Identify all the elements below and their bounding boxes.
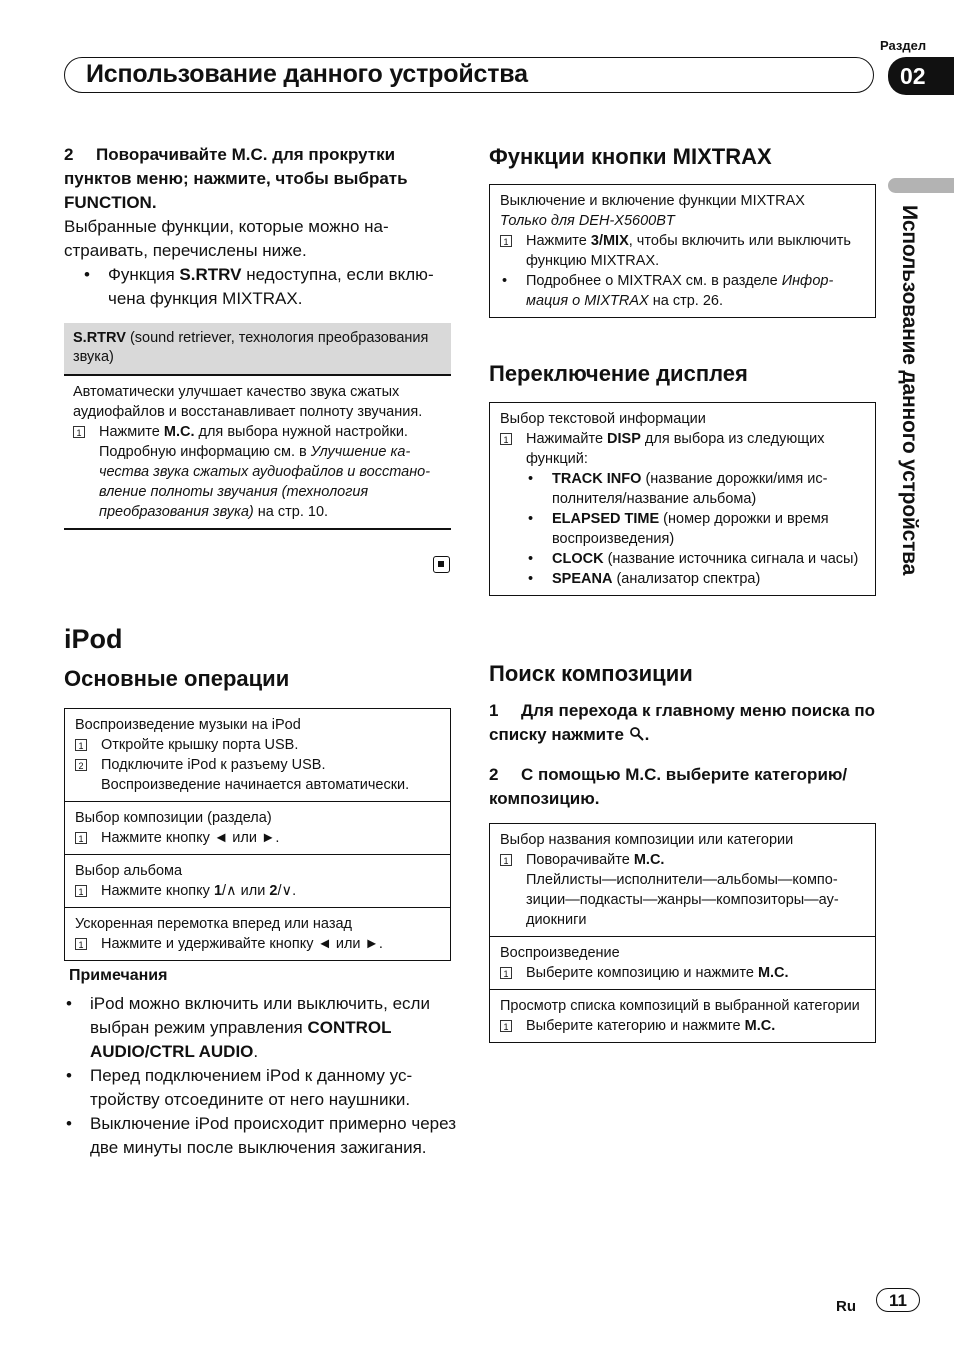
row-step-text: /∨. [277,883,297,899]
search-heading: Поиск композиции [489,661,693,686]
row-heading: Воспроизведение музыки на iPod [75,717,301,733]
table-row [65,709,450,801]
mixtrax-table [489,184,876,318]
step-number-box: 1 [500,854,512,866]
table-row [490,403,875,595]
note-text-end: . [253,1042,259,1061]
srtrv-header [64,323,451,376]
option-name: ELAPSED TIME [552,511,660,527]
row-heading: Выключение и включение функции MIXTRAX [500,193,805,209]
srtrv-step-link: Улучшение качества звука сжатых аудиофайлов и восстановление полноты звучания (технология преобразования звука) [99,444,431,520]
step-2-text: Поворачивайте M.C. для прокрутки пунктов меню; нажмите, чтобы выбрать FUNCTION. [64,145,408,212]
section-label: Раздел [880,38,927,53]
srtrv-body [64,376,451,530]
row-step-text: для выбора из следующих функций: [526,431,825,467]
bullet-text: на стр. 26. [648,293,723,309]
search-icon [629,726,645,742]
search-table [489,823,876,1043]
bullet-text: Функция [108,265,180,284]
row-step-text: Нажмите кнопку ◄ или ►. [101,830,280,846]
step-number: 1 [489,701,499,720]
option-name: SPEANA [552,571,613,587]
language-code: Ru [836,1298,856,1315]
table-row [490,936,875,989]
srtrv-step-text-c: на стр. 10. [253,504,329,520]
row-heading: Выбор композиции (раздела) [75,810,272,826]
step-2-heading [64,143,454,215]
step-text: Для перехода к главному меню поиска по списку нажмите [489,701,876,744]
list-item [500,271,866,311]
row-step-text: Поворачивайте [526,852,634,868]
list-item [500,469,866,509]
list-item: • Выключение iPod происходит примерно через две минуты после выключения зажигания. [64,1112,456,1160]
row-heading: Выбор альбома [75,863,183,879]
step-number-box: 1 [73,426,85,438]
step-number-box: 1 [75,938,87,950]
list-item [500,569,866,589]
table-row [65,907,450,960]
category-sequence: Плейлисты—исполнители—альбомы—композиции—подкасты—жанры—композиторы—аудиокниги [526,872,839,928]
option-desc: (анализатор спектра) [612,571,761,587]
row-heading: Выбор текстовой информации [500,411,706,427]
row-step [500,850,866,870]
row-step-bold: M.C. [633,852,665,868]
bullet-text-rest: недоступна, если включена функция MIXTRAX. [108,265,434,308]
srtrv-step-bold: M.C. [163,424,195,440]
list-item [500,549,866,569]
srtrv-description: Автоматически улучшает качество звука сжатых аудиофайлов и восстанавливает полноту звучания. [73,384,423,420]
step-2-bullet [82,263,454,311]
notes-heading: Примечания [69,967,168,984]
step-end: . [644,725,650,744]
table-row [65,801,450,854]
basic-operations-table [64,708,451,961]
row-step-text: Выберите композицию и нажмите [526,965,758,981]
basic-operations-heading: Основные операции [64,666,290,691]
search-step-2 [489,763,881,811]
row-step [75,735,441,755]
row-step-text: /∧ или [222,883,270,899]
step-2-body: Выбранные функции, которые можно настраивать, перечислены ниже. [64,217,389,260]
display-heading: Переключение дисплея [489,361,748,386]
bullet-text: Подробнее о MIXTRAX см. в разделе [526,273,782,289]
row-step-text: Нажимайте [526,431,608,447]
row-step [75,828,441,848]
step-number-box: 1 [500,433,512,445]
srtrv-step [73,422,442,522]
srtrv-step-text-b: для выбора нужной настройки. Подробную информацию см. в [99,424,408,460]
option-desc: (название источника сигнала и часы) [603,551,859,567]
side-title: Использование данного устройства [898,205,921,576]
row-step-text: Нажмите кнопку [101,883,214,899]
step-number-box: 1 [75,739,87,751]
step-number-box: 1 [500,235,512,247]
row-step [500,231,866,271]
row-step-text: Нажмите [526,233,591,249]
table-row [490,185,875,317]
table-row [490,989,875,1042]
option-desc: (номер дорожки и время воспроизведения) [552,511,829,547]
step-2-block [64,143,454,311]
list-item [500,509,866,549]
row-heading: Воспроизведение [500,945,620,961]
row-step [500,1016,866,1036]
bullet-link: Информация о MIXTRAX [526,273,834,309]
row-step-text: Выберите категорию и нажмите [526,1018,745,1034]
step-number: 2 [64,145,74,164]
row-step [75,934,441,954]
ipod-heading: iPod [64,624,123,654]
note-bold: CONTROL AUDIO/CTRL AUDIO [90,1018,392,1061]
row-step-text: Нажмите и удерживайте кнопку ◄ или ►. [101,936,383,952]
step-number-box: 2 [75,759,87,771]
page-number: 11 [876,1288,920,1312]
row-step-text: Откройте крышку порта USB. [101,737,299,753]
display-table [489,402,876,596]
step-number-box: 1 [500,967,512,979]
srtrv-table [64,323,451,530]
page-title: Использование данного устройства [86,60,528,88]
table-row [490,824,875,936]
list-item: • Перед подключением iPod к данному устройству отсоедините от него наушники. [64,1064,456,1112]
bullet-bold: S.RTRV [179,265,242,284]
model-note: Только для DEH-X5600BT [500,213,675,229]
notes-list [64,992,456,1160]
step-number-box: 1 [75,885,87,897]
button-1-label: 1 [213,883,223,899]
option-desc: (название дорожки/имя исполнителя/название альбома) [552,471,828,507]
row-heading: Выбор названия композиции или категории [500,832,794,848]
row-step [75,881,441,901]
row-step-bold: M.C. [744,1018,776,1034]
list-item [64,992,456,1064]
row-step [500,963,866,983]
step-number-box: 1 [75,832,87,844]
row-step-bold: 3/MIX [590,233,629,249]
row-heading: Просмотр списка композиций в выбранной категории [500,998,860,1014]
option-name: TRACK INFO [552,471,642,487]
option-name: CLOCK [552,551,604,567]
search-step-1 [489,699,881,747]
srtrv-head-bold: S.RTRV [73,330,126,346]
row-step-text: Подключите iPod к разъему USB. Воспроизведение начинается автоматически. [101,757,410,793]
button-2-label: 2 [269,883,278,899]
end-of-section-icon [433,556,450,573]
row-step [500,429,866,469]
section-number-badge: 02 [888,57,954,95]
step-number: 2 [489,765,499,784]
note-text: iPod можно включить или выключить, если выбран режим управления [90,994,430,1037]
step-number-box: 1 [500,1020,512,1032]
row-heading: Ускоренная перемотка вперед или назад [75,916,352,932]
side-tab-marker [888,178,954,193]
table-row [65,854,450,907]
row-step-bold: M.C. [757,965,789,981]
srtrv-head-rest: (sound retriever, технология преобразования звука) [73,330,429,365]
row-step-bold: DISP [607,431,641,447]
srtrv-step-text: Нажмите [99,424,164,440]
row-step [75,755,441,795]
step-text: С помощью M.C. выберите категорию/композицию. [489,765,848,808]
mixtrax-heading: Функции кнопки MIXTRAX [489,144,772,169]
row-step-text: , чтобы включить или выключить функцию MIXTRAX. [526,233,851,269]
